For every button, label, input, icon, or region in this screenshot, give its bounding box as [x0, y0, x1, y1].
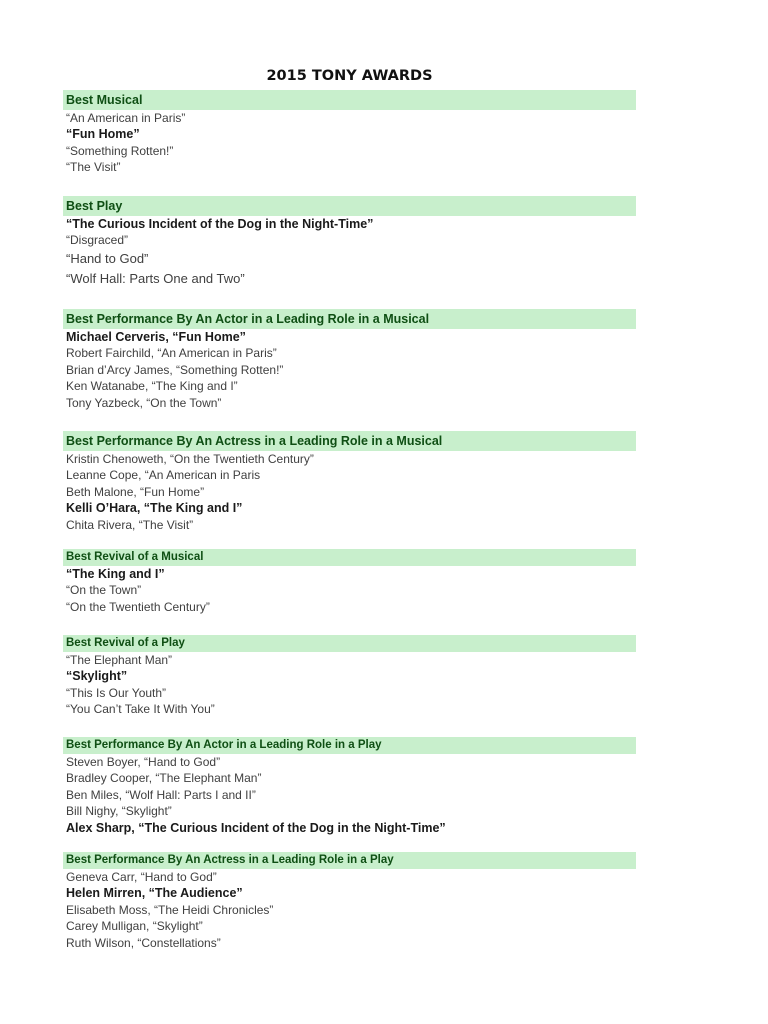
- category-best-actor-play: [63, 737, 636, 836]
- nominee: “The Elephant Man”: [66, 653, 173, 667]
- nominee: Chita Rivera, “The Visit”: [66, 517, 194, 532]
- category-best-actor-musical: [63, 309, 636, 411]
- nominee: Elisabeth Moss, “The Heidi Chronicles”: [66, 902, 274, 917]
- category-best-revival-musical: [63, 549, 636, 615]
- category-header: Best Performance By An Actress in a Leading Role in a Musical: [63, 431, 636, 451]
- nominee: Ruth Wilson, “Constellations”: [66, 935, 221, 950]
- category-header: Best Revival of a Play: [63, 635, 636, 652]
- category-best-musical: [63, 90, 636, 176]
- category-header: Best Performance By An Actress in a Leading Role in a Play: [63, 852, 636, 869]
- nominee: Ben Miles, “Wolf Hall: Parts I and II”: [66, 787, 256, 802]
- category-best-actress-play: [63, 852, 636, 951]
- nominee: “The Visit”: [66, 160, 121, 175]
- nominee: Geneva Carr, “Hand to God”: [66, 870, 217, 884]
- nominee: Carey Mulligan, “Skylight”: [66, 919, 203, 934]
- nominee-winner: “Fun Home”: [66, 127, 140, 142]
- category-best-play: [63, 196, 636, 289]
- nominee: Brian d’Arcy James, “Something Rotten!”: [66, 362, 284, 377]
- nominee: Beth Malone, “Fun Home”: [66, 484, 205, 499]
- nominee: Leanne Cope, “An American in Paris: [66, 468, 261, 483]
- page-title: 2015 TONY AWARDS: [266, 68, 433, 84]
- category-header: Best Musical: [63, 90, 636, 110]
- nominee: “Hand to God”: [66, 250, 149, 266]
- nominee-winner: “Skylight”: [66, 669, 128, 684]
- category-header: Best Play: [63, 196, 636, 216]
- nominee: Tony Yazbeck, “On the Town”: [66, 395, 222, 410]
- nominee: “On the Town”: [66, 583, 142, 598]
- nominee-winner: Helen Mirren, “The Audience”: [66, 886, 243, 901]
- category-best-actress-musical: [63, 431, 636, 533]
- category-header: Best Performance By An Actor in a Leading Role in a Play: [63, 737, 636, 754]
- category-best-revival-play: [63, 635, 636, 718]
- nominee-winner: Michael Cerveris, “Fun Home”: [66, 330, 246, 344]
- category-header: Best Performance By An Actor in a Leading Role in a Musical: [63, 309, 636, 329]
- nominee: Bradley Cooper, “The Elephant Man”: [66, 771, 262, 786]
- nominee-winner: Alex Sharp, “The Curious Incident of the Dog in the Night-Time”: [66, 820, 446, 835]
- nominee-winner: “The King and I”: [66, 567, 165, 581]
- nominee: Robert Fairchild, “An American in Paris”: [66, 346, 277, 361]
- nominee: Bill Nighy, “Skylight”: [66, 804, 172, 819]
- nominee: “An American in Paris”: [66, 111, 186, 125]
- nominee: “Something Rotten!”: [66, 143, 174, 158]
- nominee-winner: Kelli O’Hara, “The King and I”: [66, 501, 243, 516]
- nominee: “Wolf Hall: Parts One and Two”: [66, 270, 245, 286]
- nominee: “This Is Our Youth”: [66, 685, 167, 700]
- nominee: “Disgraced”: [66, 233, 129, 248]
- nominee: “You Can’t Take It With You”: [66, 702, 215, 717]
- nominee: Ken Watanabe, “The King and I”: [66, 379, 238, 394]
- category-header: Best Revival of a Musical: [63, 549, 636, 566]
- nominee: Steven Boyer, “Hand to God”: [66, 755, 221, 769]
- nominee: Kristin Chenoweth, “On the Twentieth Century”: [66, 452, 314, 466]
- nominee-winner: “The Curious Incident of the Dog in the Night-Time”: [66, 217, 374, 231]
- nominee: “On the Twentieth Century”: [66, 599, 210, 614]
